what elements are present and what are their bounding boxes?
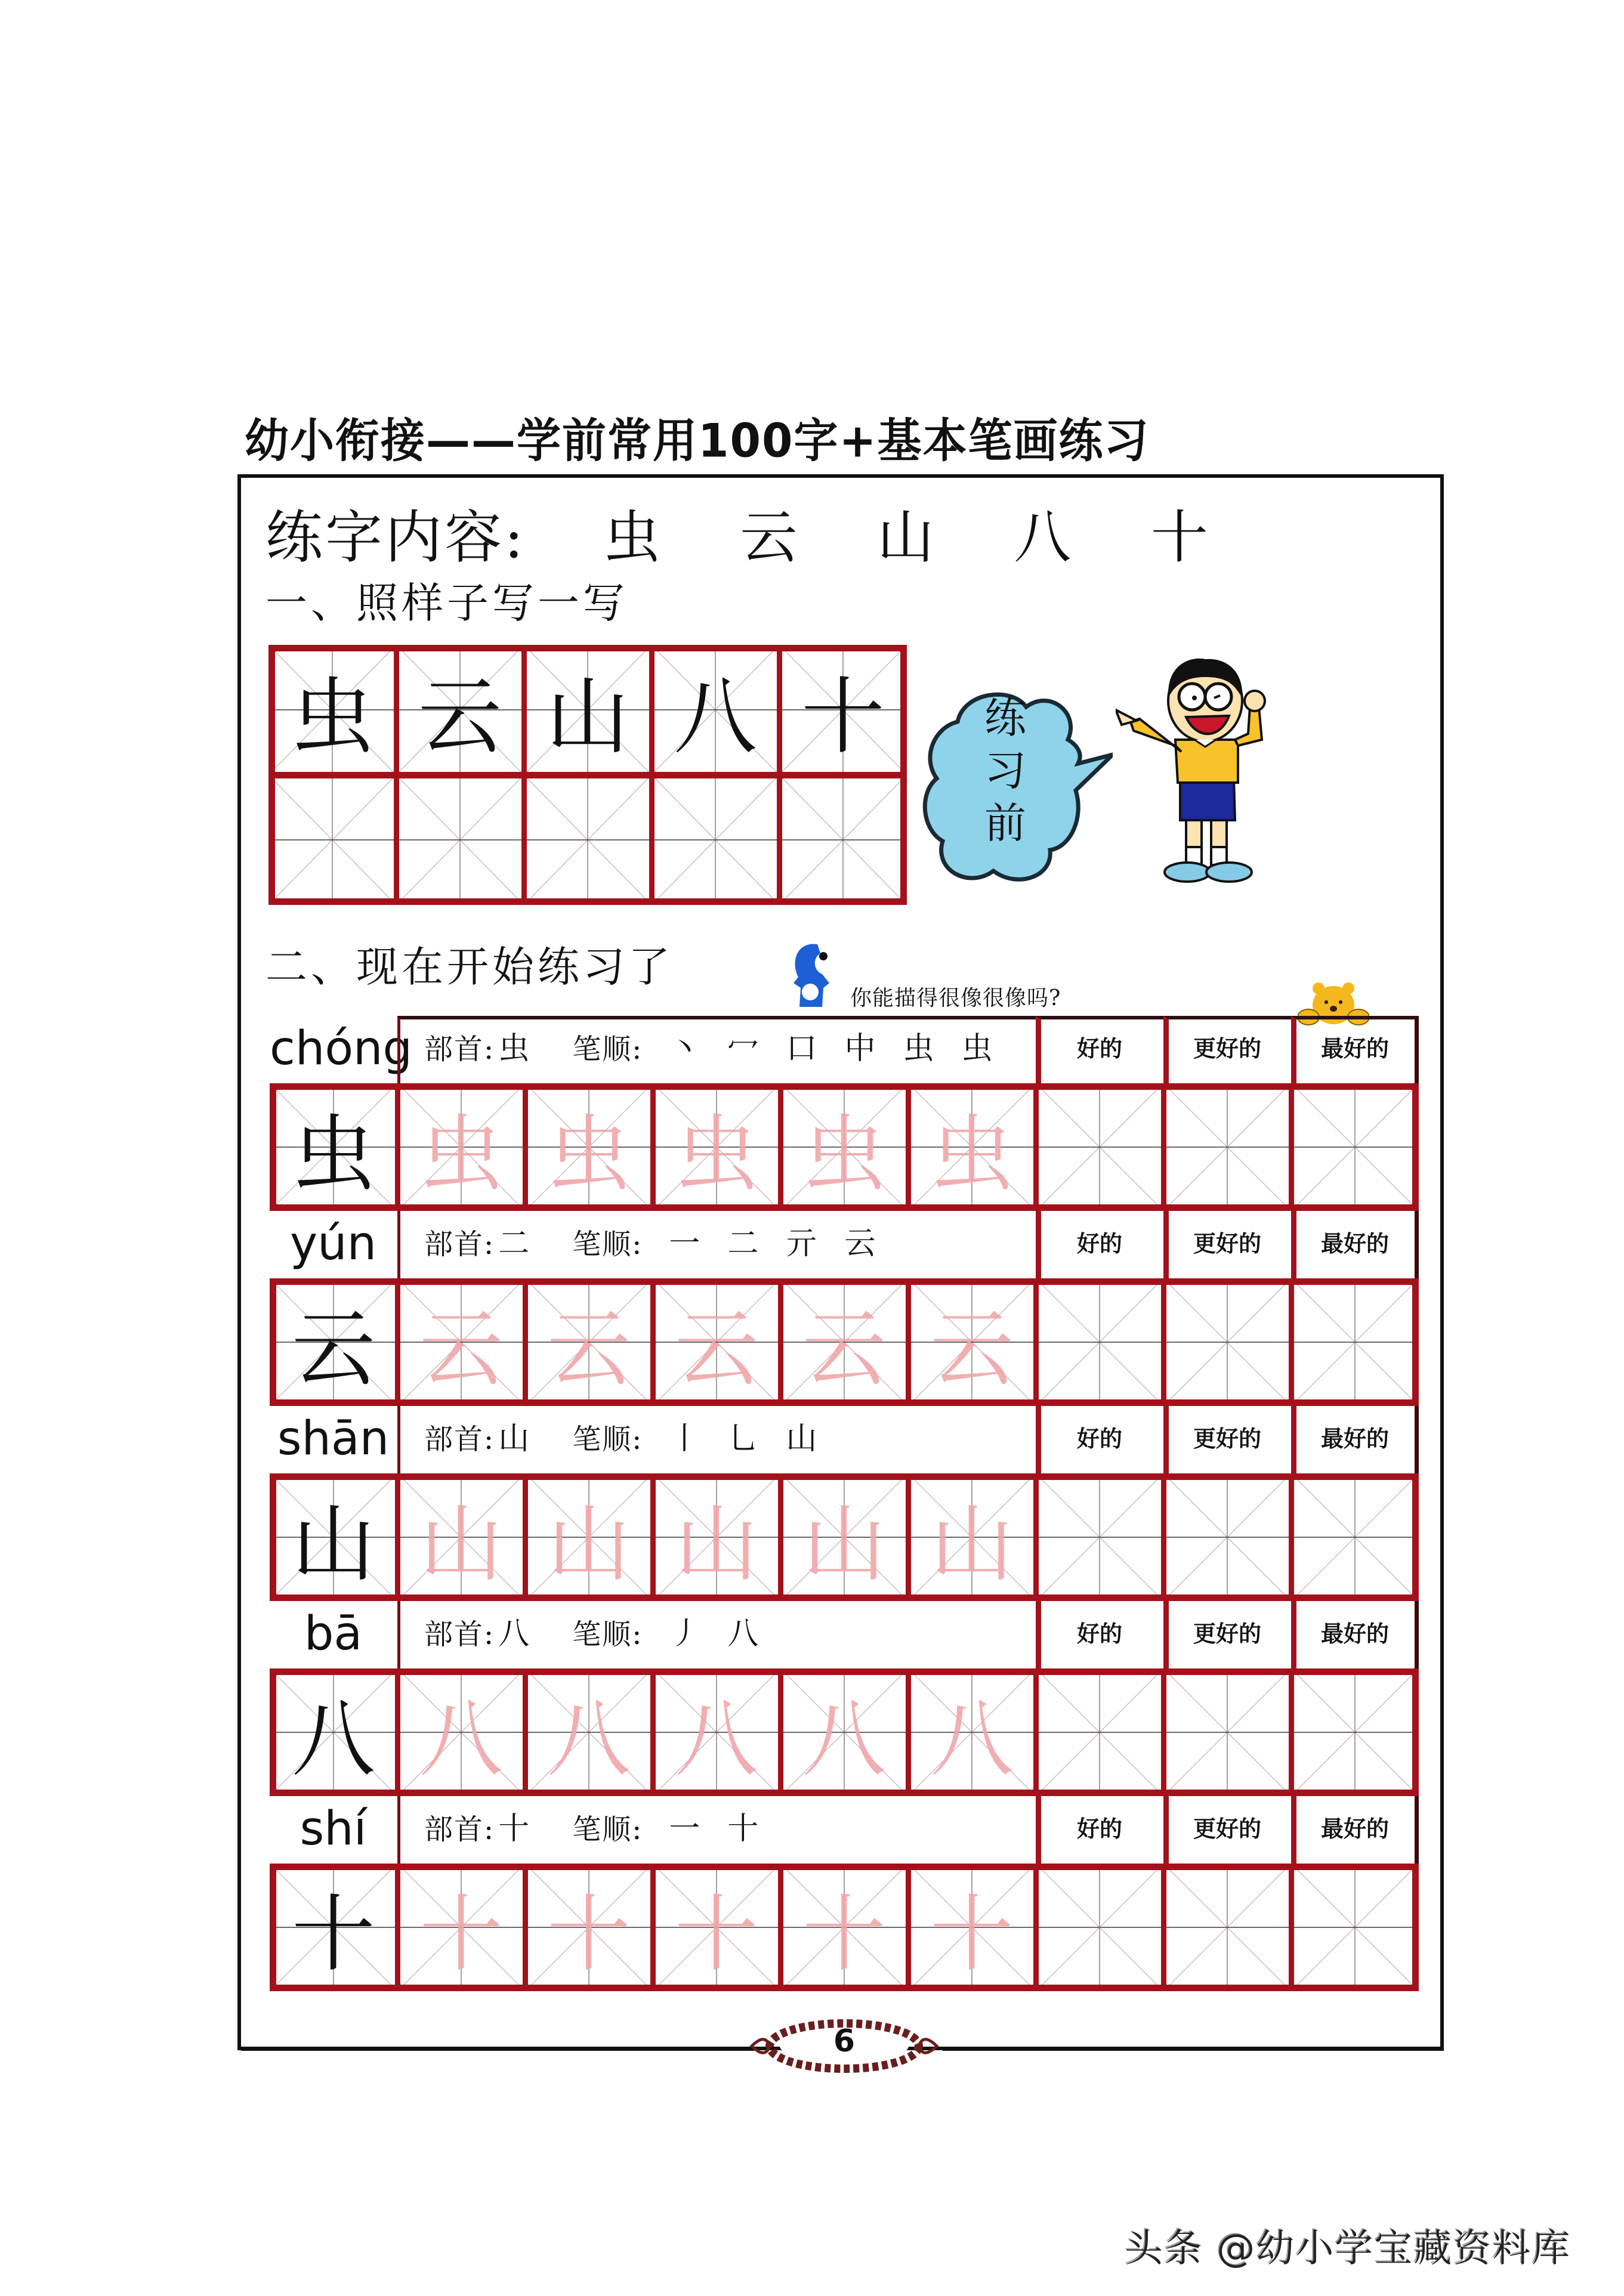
grid-divider [650, 1473, 656, 1601]
tracing-cell[interactable] [780, 1278, 908, 1406]
page-number: 6 [833, 2023, 856, 2059]
model-cell [524, 645, 652, 775]
trace-character: 山 [419, 1495, 503, 1593]
stroke-step: 丨 [669, 1421, 702, 1457]
mizige-guides [779, 775, 907, 905]
tracing-cell[interactable] [908, 1083, 1036, 1211]
trace-character: 虫 [419, 1105, 503, 1203]
model-character: 十 [801, 668, 885, 766]
grid-divider [906, 1864, 911, 1991]
practice-content-label: 练字内容: [265, 504, 526, 571]
radical-stroke-text [424, 1016, 993, 1082]
stroke-step: 亓 [786, 1226, 819, 1262]
trace-character: 八 [419, 1691, 503, 1788]
trace-character: 虫 [674, 1105, 758, 1203]
free-writing-cell[interactable] [1291, 1473, 1419, 1601]
grid-divider [523, 1083, 528, 1211]
model-character: 十 [291, 1886, 375, 1983]
trace-character: 虫 [802, 1105, 886, 1203]
rating-label: 更好的 [1193, 1815, 1261, 1842]
stroke-step: 虫 [903, 1031, 936, 1067]
trace-character: 云 [930, 1300, 1014, 1398]
stroke-step: 山 [786, 1421, 819, 1457]
radical-label: 部首: [424, 1423, 495, 1456]
radical-value: 虫 [498, 1031, 531, 1067]
stroke-step: 乚 [727, 1421, 760, 1457]
copy-writing-cell[interactable] [396, 775, 524, 905]
mizige-guides [1163, 1083, 1291, 1211]
stroke-order-label: 笔顺: [572, 1423, 643, 1456]
free-writing-cell[interactable] [1036, 1473, 1163, 1601]
stroke-step: 云 [844, 1226, 877, 1262]
stroke-step: 一 [669, 1226, 702, 1262]
grid-divider [1033, 1473, 1039, 1601]
model-character: 虫 [291, 1105, 375, 1203]
grid-divider [650, 1278, 656, 1406]
trace-character: 八 [930, 1691, 1014, 1788]
grid-divider [395, 1668, 400, 1796]
practice-content-line [265, 492, 1211, 574]
pinyin-label: chóng [270, 1022, 412, 1076]
mascot-prompt: 你能描得很像很像吗? [850, 986, 1061, 1011]
model-cell [268, 645, 396, 775]
mizige-guides [1036, 1668, 1163, 1796]
model-character: 山 [291, 1495, 375, 1593]
radical-stroke-text [424, 1796, 759, 1862]
tracing-cell[interactable] [397, 1668, 525, 1796]
grid-divider [1161, 1668, 1166, 1796]
tracing-cell[interactable] [653, 1668, 780, 1796]
trace-character: 虫 [547, 1105, 631, 1203]
mizige-guides [1291, 1278, 1419, 1406]
tracing-cell[interactable] [908, 1278, 1036, 1406]
practice-character-list [547, 504, 1211, 571]
radical-value: 八 [498, 1616, 531, 1652]
mizige-guides [1163, 1864, 1291, 1991]
radical-value: 二 [498, 1226, 531, 1262]
tracing-cell[interactable] [525, 1473, 653, 1601]
tracing-cell[interactable] [780, 1668, 908, 1796]
model-character: 云 [418, 668, 502, 766]
mizige-guides [396, 775, 524, 905]
model-cell [270, 1668, 397, 1796]
grid-divider [523, 1864, 528, 1991]
trace-character: 山 [802, 1495, 886, 1593]
mizige-guides [268, 775, 396, 905]
grid-divider [395, 1083, 400, 1211]
stroke-order-label: 笔顺: [572, 1618, 643, 1651]
radical-label: 部首: [424, 1813, 495, 1846]
rating-label: 更好的 [1193, 1035, 1261, 1062]
footer-rule-left [241, 2047, 754, 2051]
rating-label: 更好的 [1193, 1620, 1261, 1647]
stroke-step: 丿 [669, 1616, 702, 1652]
free-writing-cell[interactable] [1291, 1864, 1419, 1991]
free-writing-cell[interactable] [1036, 1278, 1163, 1406]
grid-divider [1289, 1083, 1294, 1211]
pinyin-label: shān [277, 1412, 390, 1466]
trace-character: 山 [547, 1495, 631, 1593]
tracing-cell[interactable] [397, 1083, 525, 1211]
grid-divider [1161, 1864, 1166, 1991]
practice-char: 山 [876, 504, 937, 571]
stroke-step: 中 [844, 1031, 877, 1067]
tracing-cell[interactable] [525, 1278, 653, 1406]
stroke-step: 冖 [727, 1031, 760, 1067]
model-cell [270, 1083, 397, 1211]
free-writing-cell[interactable] [1036, 1668, 1163, 1796]
grid-divider [395, 1473, 400, 1601]
grid-divider [1161, 1083, 1166, 1211]
model-character: 云 [291, 1300, 375, 1398]
grid-divider [1033, 1083, 1039, 1211]
tracing-cell[interactable] [525, 1083, 653, 1211]
copy-writing-cell[interactable] [524, 775, 652, 905]
model-cell [652, 645, 779, 775]
practice-char: 云 [740, 504, 800, 571]
free-writing-cell[interactable] [1163, 1083, 1291, 1211]
radical-label: 部首: [424, 1228, 495, 1261]
radical-stroke-text [424, 1406, 818, 1472]
free-writing-cell[interactable] [1163, 1864, 1291, 1991]
rating-label: 更好的 [1193, 1425, 1261, 1452]
grid-divider [1289, 1278, 1294, 1406]
mizige-guides [652, 775, 779, 905]
stroke-step: 丶 [669, 1031, 702, 1067]
trace-character: 十 [802, 1886, 886, 1983]
bubble-char: 练 [984, 694, 1026, 743]
mizige-guides [1291, 1668, 1419, 1796]
radical-stroke-text [424, 1211, 876, 1277]
grid-divider [1033, 1278, 1039, 1406]
radical-label: 部首: [424, 1033, 495, 1066]
grid-divider [906, 1278, 911, 1406]
stroke-step: 虫 [961, 1031, 994, 1067]
grid-divider [1161, 1473, 1166, 1601]
grid-divider [1289, 1473, 1294, 1601]
grid-divider [523, 1473, 528, 1601]
trace-character: 十 [930, 1886, 1014, 1983]
model-cell [779, 645, 907, 775]
trace-character: 云 [419, 1300, 503, 1398]
grid-divider [906, 1668, 911, 1796]
mizige-guides [1036, 1278, 1163, 1406]
tracing-cell[interactable] [653, 1473, 780, 1601]
radical-label: 部首: [424, 1618, 495, 1651]
model-character: 八 [291, 1691, 375, 1788]
trace-character: 云 [802, 1300, 886, 1398]
mizige-guides [1291, 1473, 1419, 1601]
grid-divider [778, 1668, 783, 1796]
bubble-char: 习 [984, 746, 1026, 795]
grid-divider [395, 1864, 400, 1991]
grid-divider [650, 1668, 656, 1796]
pinyin-label: yún [289, 1217, 377, 1271]
practice-char: 八 [1014, 504, 1074, 571]
watermark: 头条 @幼小学宝藏资料库 [1125, 2227, 1571, 2271]
free-writing-cell[interactable] [1291, 1278, 1419, 1406]
trace-character: 十 [547, 1886, 631, 1983]
model-cell [270, 1473, 397, 1601]
trace-character: 云 [674, 1300, 758, 1398]
grid-divider [778, 1083, 783, 1211]
grid-divider [523, 1278, 528, 1406]
tracing-cell[interactable] [780, 1473, 908, 1601]
mizige-guides [1036, 1473, 1163, 1601]
rating-label: 好的 [1076, 1815, 1122, 1842]
trace-character: 虫 [930, 1105, 1014, 1203]
tracing-cell[interactable] [653, 1083, 780, 1211]
radical-value: 山 [498, 1421, 531, 1457]
grid-divider [650, 1864, 656, 1991]
section-2-heading: 二、现在开始练习了 [265, 942, 674, 991]
rating-label: 最好的 [1320, 1035, 1389, 1062]
stroke-step: 十 [727, 1811, 760, 1847]
page-title: 幼小衔接——学前常用100字+基本笔画练习 [245, 414, 1150, 468]
pinyin-label: shí [300, 1802, 367, 1856]
free-writing-cell[interactable] [1291, 1668, 1419, 1796]
rating-label: 最好的 [1320, 1620, 1389, 1647]
rating-label: 好的 [1076, 1035, 1122, 1062]
grid-divider [906, 1473, 911, 1601]
stroke-step: 二 [727, 1226, 760, 1262]
tracing-cell[interactable] [525, 1668, 653, 1796]
trace-character: 山 [674, 1495, 758, 1593]
model-character: 八 [673, 668, 757, 766]
grid-divider [1033, 1668, 1039, 1796]
footer-rule-right [943, 2047, 1444, 2051]
tracing-cell[interactable] [397, 1473, 525, 1601]
tracing-cell[interactable] [653, 1864, 780, 1991]
cartoon-boy-icon [1116, 650, 1295, 889]
rating-label: 更好的 [1193, 1230, 1261, 1257]
mizige-guides [1163, 1668, 1291, 1796]
trace-character: 八 [674, 1691, 758, 1788]
rating-label: 好的 [1076, 1425, 1122, 1452]
mizige-guides [1163, 1473, 1291, 1601]
tracing-cell[interactable] [780, 1864, 908, 1991]
mizige-guides [524, 775, 652, 905]
grid-divider [1289, 1864, 1294, 1991]
rating-label: 好的 [1076, 1620, 1122, 1647]
trace-character: 云 [547, 1300, 631, 1398]
free-writing-cell[interactable] [1163, 1473, 1291, 1601]
model-cell [270, 1864, 397, 1991]
tracing-cell[interactable] [653, 1278, 780, 1406]
rating-label: 最好的 [1320, 1815, 1389, 1842]
free-writing-cell[interactable] [1163, 1668, 1291, 1796]
stroke-order-label: 笔顺: [572, 1033, 643, 1066]
copy-writing-cell[interactable] [779, 775, 907, 905]
stroke-step: 口 [786, 1031, 819, 1067]
grid-divider [1033, 1864, 1039, 1991]
grid-divider [523, 1668, 528, 1796]
grid-divider [778, 1278, 783, 1406]
grid-divider [778, 1864, 783, 1991]
free-writing-cell[interactable] [1036, 1083, 1163, 1211]
tracing-cell[interactable] [397, 1864, 525, 1991]
blue-mascot-icon [788, 941, 835, 1013]
bubble-char: 前 [984, 799, 1026, 848]
practice-char: 十 [1150, 504, 1211, 571]
mizige-guides [1291, 1864, 1419, 1991]
grid-divider [906, 1083, 911, 1211]
radical-stroke-text [424, 1601, 759, 1667]
mizige-guides [1163, 1278, 1291, 1406]
grid-divider [1161, 1278, 1166, 1406]
model-character: 虫 [290, 668, 374, 766]
section-1-heading: 一、照样子写一写 [265, 579, 628, 628]
tracing-cell[interactable] [780, 1083, 908, 1211]
rating-label: 好的 [1076, 1230, 1122, 1257]
stroke-order-label: 笔顺: [572, 1813, 643, 1846]
trace-character: 山 [930, 1495, 1014, 1593]
model-cell [270, 1278, 397, 1406]
free-writing-cell[interactable] [1163, 1278, 1291, 1406]
mizige-guides [1036, 1864, 1163, 1991]
rating-label: 最好的 [1320, 1230, 1389, 1257]
mizige-guides [1291, 1083, 1419, 1211]
radical-value: 十 [498, 1811, 531, 1847]
trace-character: 八 [802, 1691, 886, 1788]
pinyin-label: bā [304, 1607, 363, 1661]
grid-divider [778, 1473, 783, 1601]
trace-character: 八 [547, 1691, 631, 1788]
bubble-text [978, 692, 1032, 849]
grid-divider [650, 1083, 656, 1211]
practice-char: 虫 [603, 504, 663, 571]
stroke-step: 一 [669, 1811, 702, 1847]
grid-divider [1289, 1668, 1294, 1796]
tracing-cell[interactable] [397, 1278, 525, 1406]
stroke-step: 八 [727, 1616, 760, 1652]
mizige-guides [1036, 1083, 1163, 1211]
copy-writing-cell[interactable] [652, 775, 779, 905]
tracing-cell[interactable] [525, 1864, 653, 1991]
rating-label: 最好的 [1320, 1425, 1389, 1452]
tracing-cell[interactable] [908, 1864, 1036, 1991]
model-character: 山 [545, 668, 629, 766]
grid-divider [395, 1278, 400, 1406]
grid-divider [268, 772, 907, 778]
free-writing-cell[interactable] [1291, 1083, 1419, 1211]
tracing-cell[interactable] [908, 1668, 1036, 1796]
stroke-order-label: 笔顺: [572, 1228, 643, 1261]
trace-character: 十 [674, 1886, 758, 1983]
model-cell [396, 645, 524, 775]
tracing-cell[interactable] [908, 1473, 1036, 1601]
trace-character: 十 [419, 1886, 503, 1983]
copy-writing-cell[interactable] [268, 775, 396, 905]
free-writing-cell[interactable] [1036, 1864, 1163, 1991]
